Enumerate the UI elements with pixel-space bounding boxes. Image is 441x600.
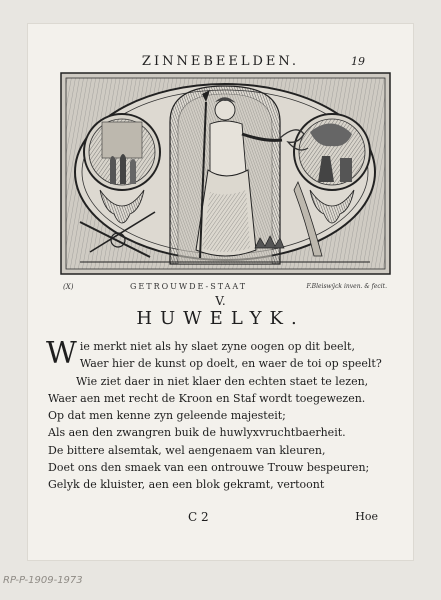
poem-line: Doet ons den smaek van een ontrouwe Trouw bespeuren;	[48, 461, 370, 475]
poem-line: Wie ziet daer in niet klaer den echten staet te lezen,	[76, 374, 369, 388]
poem-line: Als aen den zwangren buik de huwlyxvruchtbaerheit.	[48, 426, 346, 440]
poem-line: ie merkt niet als hy slaet zyne oogen op dit beelt,	[79, 340, 355, 353]
poem-line: De bittere alsemtak, wel aengenaem van kleuren,	[48, 443, 326, 457]
section-title: HUWELYK.	[136, 308, 305, 329]
poem-line: Gelyk de kluister, aen een blok gekramt, vertoont	[48, 478, 325, 492]
engraving-plate	[60, 72, 391, 275]
poem-line: Waer hier de kunst op doelt, en waer de toi op speelt?	[79, 357, 382, 371]
poem-line: Waer aen met recht de Kroon en Staf wordt toegewezen.	[48, 391, 366, 405]
plate-number: (X)	[63, 283, 74, 291]
running-head: ZINNEBEELDEN.	[141, 54, 300, 69]
drop-cap: W	[46, 336, 77, 371]
engraver-signature: F.Bleiswÿck inven. & fecit.	[306, 283, 387, 290]
poem-text	[46, 336, 382, 494]
section-number: V.	[215, 294, 226, 308]
plate-title: GETROUWDE-STAAT	[130, 282, 248, 291]
catchword: Hoe	[355, 510, 378, 523]
poem-line: Op dat men kenne zyn geleende majesteit;	[48, 409, 286, 423]
page-number: 19	[351, 55, 365, 68]
signature-mark: C 2	[188, 510, 209, 524]
plate-caption-row	[60, 280, 391, 294]
archive-mark: RP-P-1909-1973	[3, 575, 83, 586]
